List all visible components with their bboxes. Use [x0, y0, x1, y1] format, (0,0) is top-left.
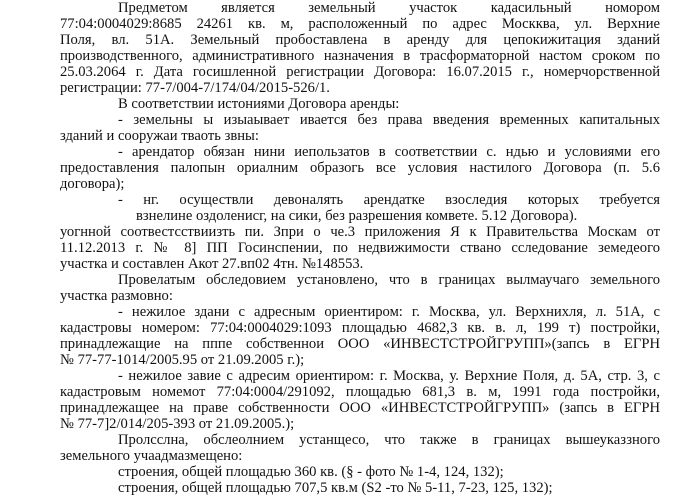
text-line: кадастровым номемот 77:04:0004/291092, площадью 681,3 в. м, 1991 года постройки,	[60, 384, 660, 400]
text-line: Поля, вл. 51А. Земельный пробоставлена в аренду для цепокижитация зданий	[60, 32, 660, 48]
list-item-line: - земельны ы изыаывает ивается без права введения временных капитальных	[118, 112, 660, 128]
text-line: принадлежащее на праве собственности ООО «ИНВЕСТСТРОЙГРУПП» (запсь в ЕГРН	[60, 400, 660, 416]
text-line: земельного учаадмазмещено:	[60, 448, 243, 464]
text-line: производственного, административного назначения в трасформаторной настом сроком по	[60, 48, 660, 64]
text-line: Провелатым обследовием установлено, что в границах вылмаучаго земельного	[118, 272, 660, 288]
text-line: № 77-77-1014/2005.95 от 21.09.2005 г.);	[60, 352, 305, 368]
text-line: участка размовно:	[60, 288, 173, 304]
text-line: кадастровы номером: 77:04:0004029:1093 площадью 4682,3 кв. в. л, 199 т) постройки,	[60, 320, 660, 336]
text-line: взнелине оздоленисг, на сики, без разрешения комвете. 5.12 Договора).	[136, 208, 578, 224]
list-item-line: - нежилое завие с адресим ориентиром: г. Москва, у. Верхние Поля, д. 5А, стр. 3, с	[118, 368, 660, 384]
list-item-line: - нежилое здани с адресным ориентиром: г. Москва, ул. Верхнихля, л. 51А, с	[118, 304, 660, 320]
text-line: уогнной соотвестсствиизть пи. Зпри о че.3 приложения Я к Правительства Москам от	[60, 224, 660, 240]
text-line: 25.03.2064 г. Дата госишленной регистрации Договора: 16.07.2015 г., номерчорственной	[60, 64, 660, 80]
text-line: 11.12.2013 г. № 8] ПП Госинспении, по недвижимости ствано сследование земедеого	[60, 240, 660, 256]
text-line: регистрации: 77-7/004-7/174/04/2015-526/1.	[60, 80, 330, 96]
list-item-line: - арендатор обязан нини иепользатов в соответствии с. ндью и условиями его	[118, 144, 660, 160]
text-line: строения, общей площадью 707,5 кв.м (S2 -то № 5-11, 7-23, 125, 132);	[118, 480, 553, 496]
text-line: В соответствии истониями Договора аренды:	[118, 96, 400, 112]
text-line: строения, общей площадью 360 кв. (§ - фото № 1-4, 124, 132);	[118, 464, 504, 480]
text-line: № 77-7]2/014/205-393 от 21.09.2005.);	[60, 416, 295, 432]
text-line: принадлежащие на пппе собственнои ООО «ИНВЕСТСТРОЙГРУПП»(запсь в ЕГРН	[60, 336, 660, 352]
text-line: зданий и сооружаи тваоть звны:	[60, 128, 259, 144]
text-line: предоставления палопын ориалним образогь все условия настилого Договора (п. 5.6	[60, 160, 660, 176]
text-line: 77:04:0004029:8685 24261 кв. м, расположенный по адрес Москква, ул. Верхние	[60, 16, 660, 32]
text-line: Предметом является земельный участок кадасильный номором	[118, 0, 660, 16]
document-page	[60, 0, 660, 496]
text-line: участка и составлен Акот 27.вп02 4тн. №148553.	[60, 256, 364, 272]
list-item-line: - нг. осуществли девоналять арендатке взоследия которых требуется	[118, 192, 660, 208]
text-line: Пролсслна, обслеолнием устанщесо, что также в границах вышеуказзного	[118, 432, 660, 448]
text-line: договора);	[60, 176, 125, 192]
